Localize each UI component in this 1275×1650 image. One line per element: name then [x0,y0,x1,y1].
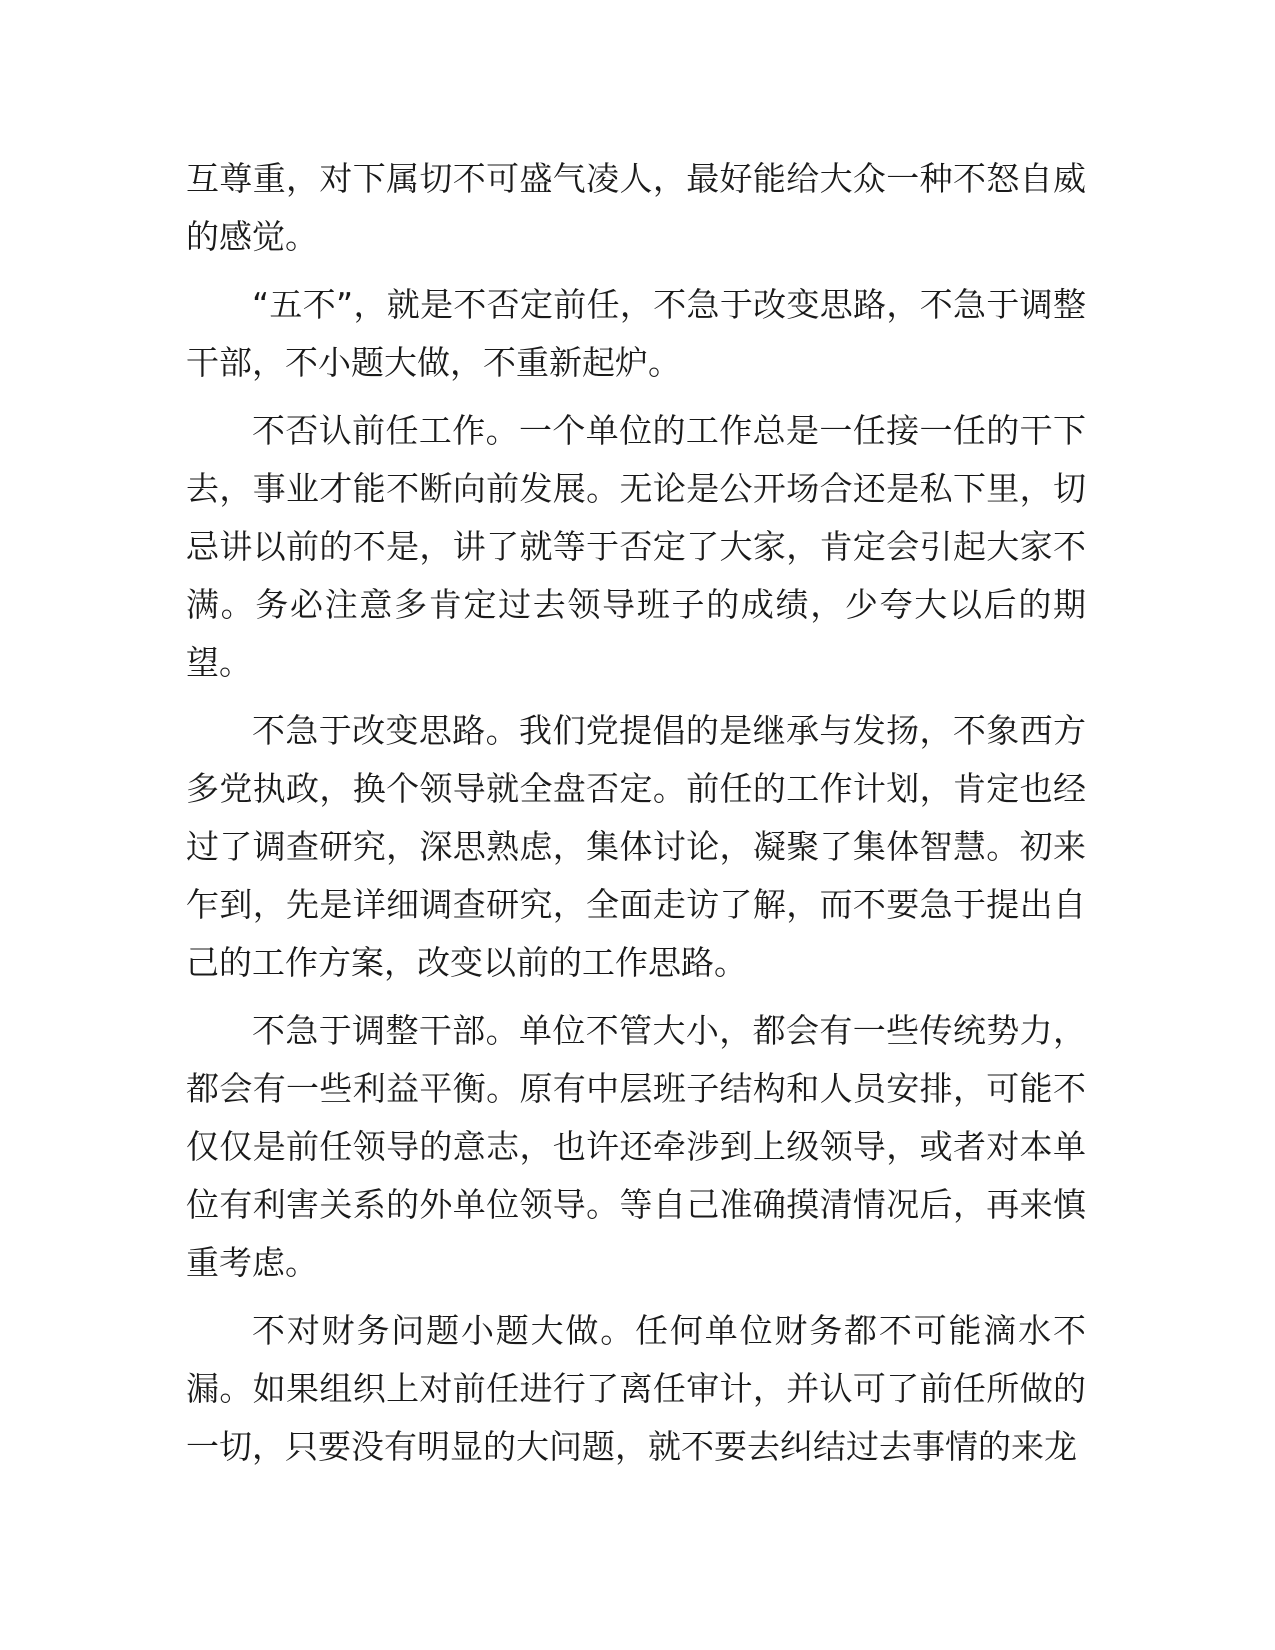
paragraph-2: “五不”，就是不否定前任，不急于改变思路，不急于调整干部，不小题大做，不重新起炉。 [186,285,1086,382]
paragraph-6: 不对财务问题小题大做。任何单位财务都不可能滴水不漏。如果组织上对前任进行了离任审计，并认可了前任所做的一切，只要没有明显的大问题，就不要去纠结过去事情的来龙 [186,1311,1086,1466]
paragraph-3: 不否认前任工作。一个单位的工作总是一任接一任的干下去，事业才能不断向前发展。无论是公开场合还是私下里，切忌讲以前的不是，讲了就等于否定了大家，肯定会引起大家不满。务必注意多肯定过去领导班子的成绩，少夸大以后的期望。 [186,411,1086,682]
paragraph-5: 不急于调整干部。单位不管大小，都会有一些传统势力，都会有一些利益平衡。原有中层班子结构和人员安排，可能不仅仅是前任领导的意志，也许还牵涉到上级领导，或者对本单位有利害关系的外单位领导。等自己准确摸清情况后，再来慎重考虑。 [186,1011,1086,1282]
paragraph-1: 互尊重，对下属切不可盛气凌人，最好能给大众一种不怒自威的感觉。 [186,159,1086,256]
paragraph-4: 不急于改变思路。我们党提倡的是继承与发扬，不象西方多党执政，换个领导就全盘否定。前任的工作计划，肯定也经过了调查研究，深思熟虑，集体讨论，凝聚了集体智慧。初来乍到，先是详细调查研究，全面走访了解，而不要急于提出自己的工作方案，改变以前的工作思路。 [186,711,1086,982]
document-body [186,150,1086,1486]
